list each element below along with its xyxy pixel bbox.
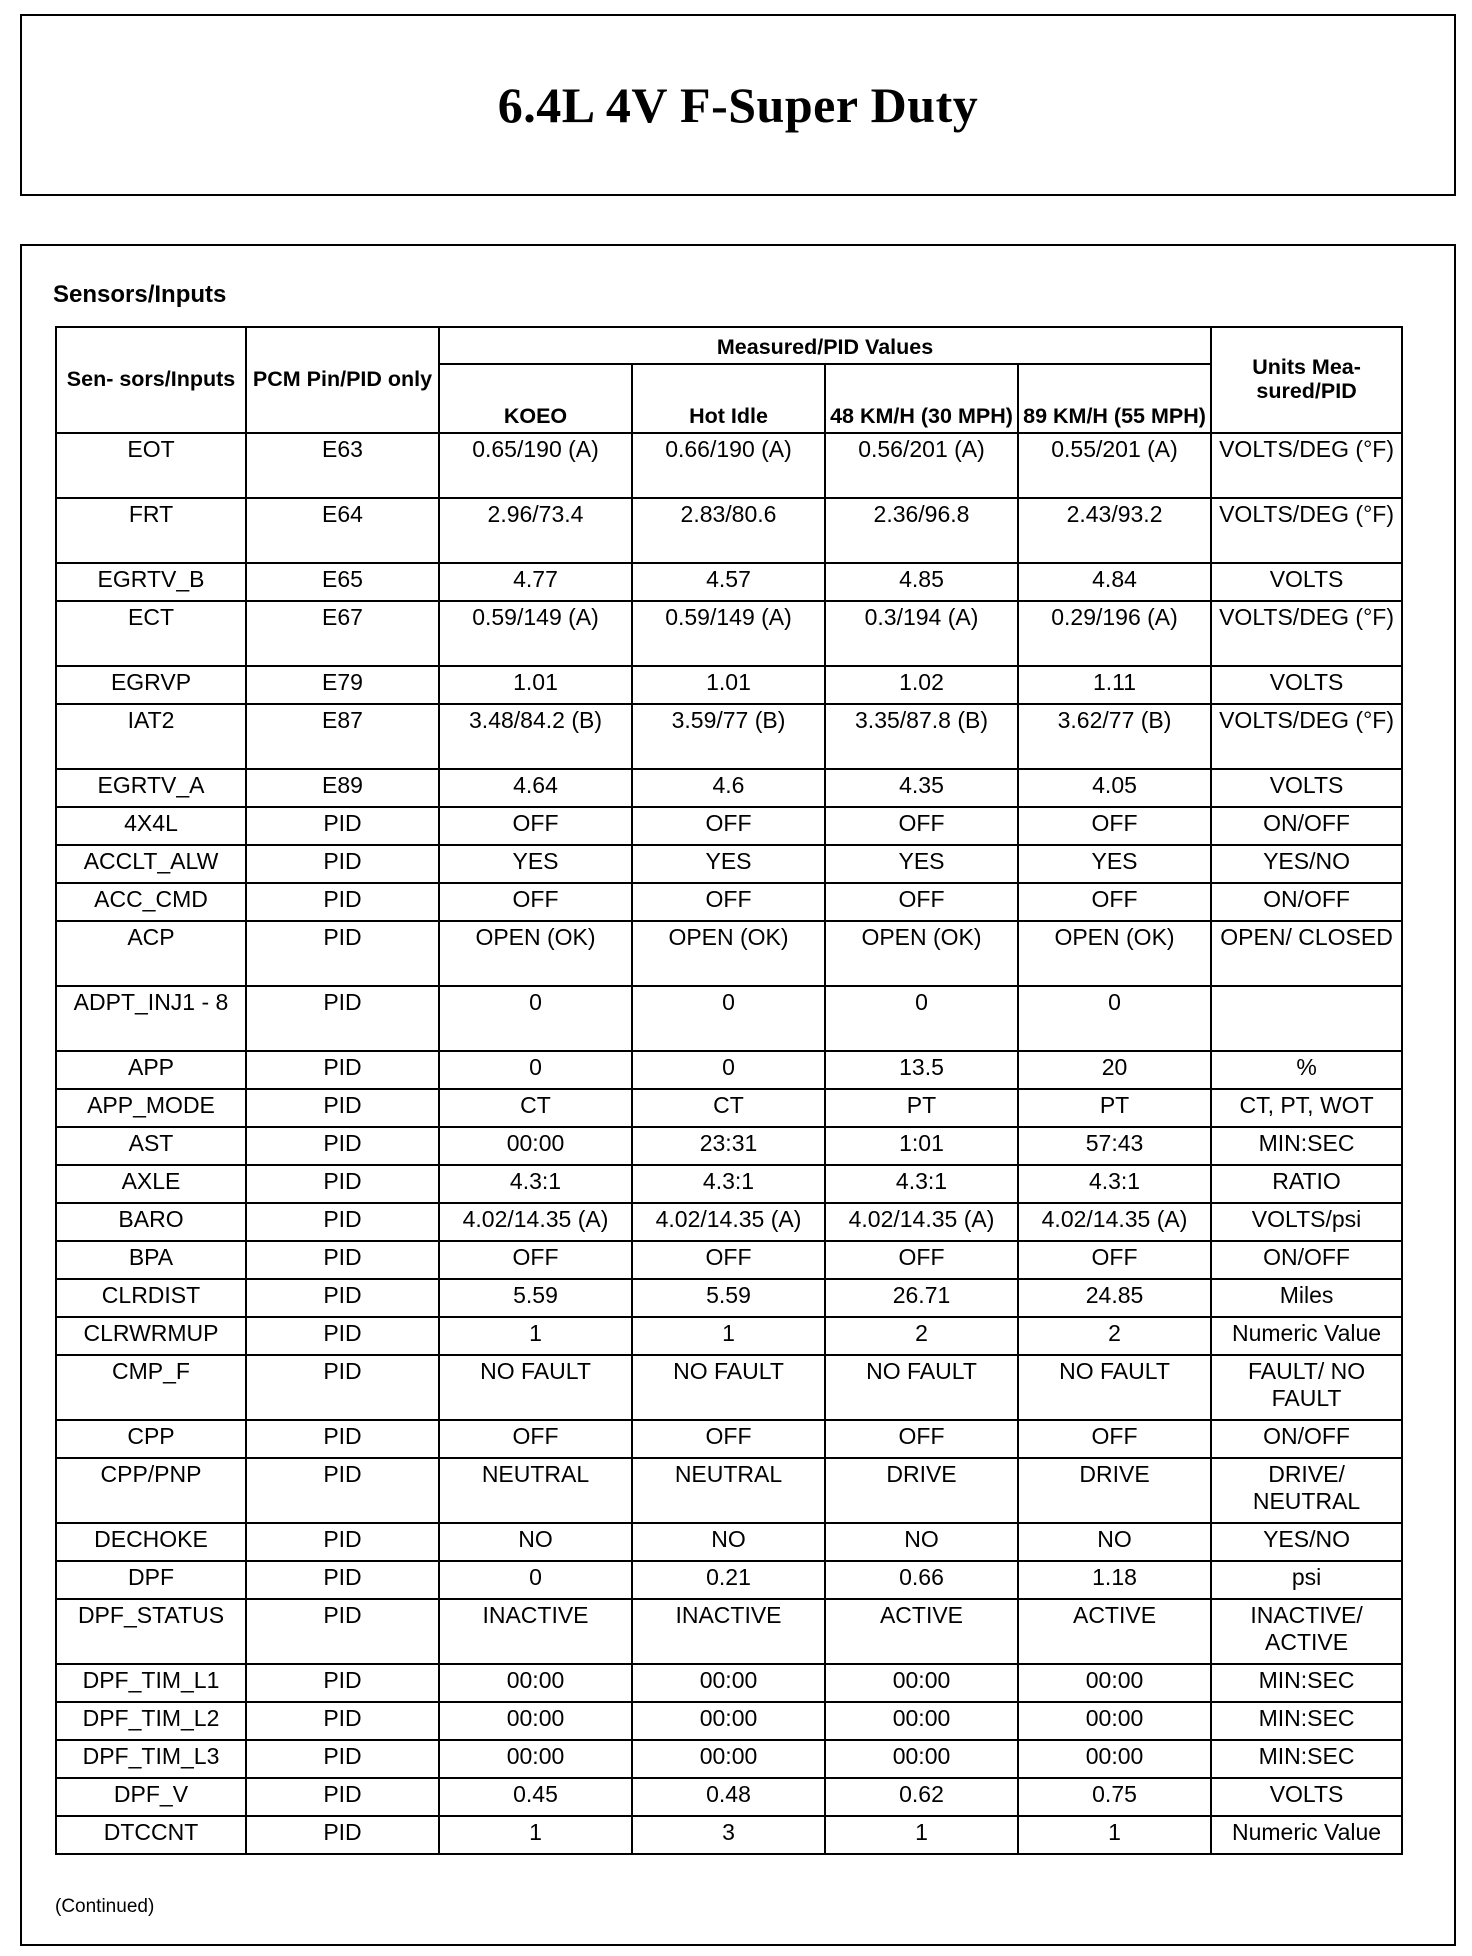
cell-sensor: ECT <box>56 601 246 666</box>
cell-units: VOLTS/psi <box>1211 1203 1402 1241</box>
cell-units: MIN:SEC <box>1211 1127 1402 1165</box>
cell-sensor: AST <box>56 1127 246 1165</box>
cell-hot-idle: NO <box>632 1523 825 1561</box>
header-measured-values: Measured/PID Values <box>439 327 1211 364</box>
cell-pcm-pin: PID <box>246 1317 439 1355</box>
header-48-kmh: 48 KM/H (30 MPH) <box>825 364 1018 433</box>
cell-48-kmh: PT <box>825 1089 1018 1127</box>
cell-hot-idle: 0.21 <box>632 1561 825 1599</box>
cell-48-kmh: 2 <box>825 1317 1018 1355</box>
cell-hot-idle: 23:31 <box>632 1127 825 1165</box>
cell-sensor: DPF <box>56 1561 246 1599</box>
cell-89-kmh: 2 <box>1018 1317 1211 1355</box>
cell-koeo: 0.65/190 (A) <box>439 433 632 498</box>
cell-89-kmh: 4.05 <box>1018 769 1211 807</box>
cell-pcm-pin: PID <box>246 807 439 845</box>
cell-48-kmh: OFF <box>825 1241 1018 1279</box>
table-row <box>56 1599 1402 1664</box>
cell-hot-idle: INACTIVE <box>632 1599 825 1664</box>
cell-hot-idle: OFF <box>632 883 825 921</box>
cell-89-kmh: OFF <box>1018 883 1211 921</box>
page-title: 6.4L 4V F-Super Duty <box>497 77 979 133</box>
cell-89-kmh: 4.02/14.35 (A) <box>1018 1203 1211 1241</box>
cell-units: MIN:SEC <box>1211 1664 1402 1702</box>
cell-89-kmh: OFF <box>1018 1420 1211 1458</box>
cell-koeo: OFF <box>439 807 632 845</box>
table-row <box>56 1051 1402 1089</box>
cell-koeo: OFF <box>439 883 632 921</box>
cell-89-kmh: 4.3:1 <box>1018 1165 1211 1203</box>
continued-note: (Continued) <box>55 1896 155 1917</box>
header-units: Units Mea- sured/PID <box>1211 327 1402 433</box>
cell-48-kmh: 4.35 <box>825 769 1018 807</box>
cell-sensor: ACP <box>56 921 246 986</box>
cell-hot-idle: 3 <box>632 1816 825 1854</box>
cell-hot-idle: 4.57 <box>632 563 825 601</box>
cell-48-kmh: OFF <box>825 807 1018 845</box>
cell-89-kmh: 0.55/201 (A) <box>1018 433 1211 498</box>
cell-units: VOLTS <box>1211 563 1402 601</box>
cell-koeo: 2.96/73.4 <box>439 498 632 563</box>
cell-sensor: BPA <box>56 1241 246 1279</box>
cell-koeo: OFF <box>439 1241 632 1279</box>
cell-89-kmh: YES <box>1018 845 1211 883</box>
cell-hot-idle: 00:00 <box>632 1702 825 1740</box>
table-row <box>56 601 1402 666</box>
cell-48-kmh: 0.66 <box>825 1561 1018 1599</box>
cell-pcm-pin: PID <box>246 1561 439 1599</box>
cell-48-kmh: YES <box>825 845 1018 883</box>
table-row <box>56 498 1402 563</box>
cell-hot-idle: 4.02/14.35 (A) <box>632 1203 825 1241</box>
cell-48-kmh: 3.35/87.8 (B) <box>825 704 1018 769</box>
cell-koeo: 0.45 <box>439 1778 632 1816</box>
cell-units: VOLTS/DEG (°F) <box>1211 704 1402 769</box>
cell-koeo: 4.3:1 <box>439 1165 632 1203</box>
cell-units: Miles <box>1211 1279 1402 1317</box>
cell-48-kmh: ACTIVE <box>825 1599 1018 1664</box>
cell-sensor: CLRWRMUP <box>56 1317 246 1355</box>
cell-sensor: EGRTV_B <box>56 563 246 601</box>
table-row <box>56 1458 1402 1523</box>
cell-koeo: OFF <box>439 1420 632 1458</box>
cell-koeo: 4.64 <box>439 769 632 807</box>
cell-units: CT, PT, WOT <box>1211 1089 1402 1127</box>
cell-48-kmh: 1:01 <box>825 1127 1018 1165</box>
cell-hot-idle: 0.48 <box>632 1778 825 1816</box>
table-row <box>56 1127 1402 1165</box>
cell-koeo: 00:00 <box>439 1664 632 1702</box>
cell-sensor: EGRVP <box>56 666 246 704</box>
cell-units: MIN:SEC <box>1211 1740 1402 1778</box>
cell-units: FAULT/ NO FAULT <box>1211 1355 1402 1420</box>
cell-units: VOLTS/DEG (°F) <box>1211 498 1402 563</box>
cell-sensor: DPF_TIM_L1 <box>56 1664 246 1702</box>
table-row <box>56 769 1402 807</box>
cell-sensor: 4X4L <box>56 807 246 845</box>
cell-48-kmh: OFF <box>825 883 1018 921</box>
table-row <box>56 807 1402 845</box>
cell-48-kmh: 4.02/14.35 (A) <box>825 1203 1018 1241</box>
cell-koeo: 00:00 <box>439 1127 632 1165</box>
cell-89-kmh: OPEN (OK) <box>1018 921 1211 986</box>
cell-pcm-pin: PID <box>246 1165 439 1203</box>
cell-koeo: 4.02/14.35 (A) <box>439 1203 632 1241</box>
cell-89-kmh: 00:00 <box>1018 1664 1211 1702</box>
cell-48-kmh: 4.3:1 <box>825 1165 1018 1203</box>
cell-sensor: CMP_F <box>56 1355 246 1420</box>
cell-pcm-pin: PID <box>246 1089 439 1127</box>
cell-89-kmh: 00:00 <box>1018 1740 1211 1778</box>
table-row <box>56 1523 1402 1561</box>
cell-89-kmh: 4.84 <box>1018 563 1211 601</box>
table-row <box>56 883 1402 921</box>
cell-48-kmh: OFF <box>825 1420 1018 1458</box>
cell-48-kmh: 0.56/201 (A) <box>825 433 1018 498</box>
cell-units: % <box>1211 1051 1402 1089</box>
cell-sensor: CLRDIST <box>56 1279 246 1317</box>
cell-pcm-pin: E63 <box>246 433 439 498</box>
sensors-panel <box>20 244 1456 1946</box>
cell-89-kmh: 3.62/77 (B) <box>1018 704 1211 769</box>
cell-89-kmh: DRIVE <box>1018 1458 1211 1523</box>
cell-89-kmh: 00:00 <box>1018 1702 1211 1740</box>
cell-sensor: IAT2 <box>56 704 246 769</box>
table-row <box>56 921 1402 986</box>
cell-koeo: 4.77 <box>439 563 632 601</box>
cell-89-kmh: 20 <box>1018 1051 1211 1089</box>
table-row <box>56 1816 1402 1854</box>
table-row <box>56 433 1402 498</box>
cell-hot-idle: 3.59/77 (B) <box>632 704 825 769</box>
cell-units: VOLTS <box>1211 1778 1402 1816</box>
cell-sensor: AXLE <box>56 1165 246 1203</box>
cell-pcm-pin: PID <box>246 883 439 921</box>
cell-48-kmh: 4.85 <box>825 563 1018 601</box>
cell-hot-idle: 2.83/80.6 <box>632 498 825 563</box>
cell-pcm-pin: PID <box>246 1523 439 1561</box>
cell-hot-idle: OFF <box>632 1420 825 1458</box>
cell-pcm-pin: PID <box>246 1127 439 1165</box>
cell-units: DRIVE/ NEUTRAL <box>1211 1458 1402 1523</box>
cell-sensor: EOT <box>56 433 246 498</box>
cell-89-kmh: 1.18 <box>1018 1561 1211 1599</box>
cell-sensor: BARO <box>56 1203 246 1241</box>
cell-koeo: 0 <box>439 1561 632 1599</box>
cell-sensor: DPF_V <box>56 1778 246 1816</box>
cell-sensor: FRT <box>56 498 246 563</box>
cell-units <box>1211 986 1402 1051</box>
cell-sensor: CPP <box>56 1420 246 1458</box>
cell-units: VOLTS/DEG (°F) <box>1211 601 1402 666</box>
cell-koeo: OPEN (OK) <box>439 921 632 986</box>
cell-89-kmh: 24.85 <box>1018 1279 1211 1317</box>
cell-89-kmh: 1 <box>1018 1816 1211 1854</box>
pid-values-table <box>55 326 1403 1855</box>
table-row <box>56 1420 1402 1458</box>
cell-units: VOLTS <box>1211 666 1402 704</box>
table-row <box>56 1089 1402 1127</box>
cell-koeo: CT <box>439 1089 632 1127</box>
cell-koeo: INACTIVE <box>439 1599 632 1664</box>
table-row <box>56 986 1402 1051</box>
header-sensors-inputs: Sen- sors/Inputs <box>56 327 246 433</box>
table-row <box>56 666 1402 704</box>
cell-pcm-pin: E67 <box>246 601 439 666</box>
cell-sensor: ACC_CMD <box>56 883 246 921</box>
table-row <box>56 1702 1402 1740</box>
cell-sensor: ADPT_INJ1 - 8 <box>56 986 246 1051</box>
cell-pcm-pin: PID <box>246 1203 439 1241</box>
cell-48-kmh: 13.5 <box>825 1051 1018 1089</box>
cell-hot-idle: NEUTRAL <box>632 1458 825 1523</box>
cell-sensor: EGRTV_A <box>56 769 246 807</box>
cell-units: MIN:SEC <box>1211 1702 1402 1740</box>
cell-koeo: 5.59 <box>439 1279 632 1317</box>
cell-hot-idle: 1.01 <box>632 666 825 704</box>
cell-48-kmh: 0.3/194 (A) <box>825 601 1018 666</box>
cell-89-kmh: 1.11 <box>1018 666 1211 704</box>
cell-48-kmh: 26.71 <box>825 1279 1018 1317</box>
cell-pcm-pin: PID <box>246 845 439 883</box>
cell-pcm-pin: PID <box>246 1458 439 1523</box>
table-row <box>56 845 1402 883</box>
table-row <box>56 1740 1402 1778</box>
cell-sensor: ACCLT_ALW <box>56 845 246 883</box>
cell-48-kmh: 00:00 <box>825 1664 1018 1702</box>
cell-hot-idle: OFF <box>632 1241 825 1279</box>
cell-sensor: APP <box>56 1051 246 1089</box>
cell-pcm-pin: PID <box>246 1816 439 1854</box>
cell-hot-idle: OFF <box>632 807 825 845</box>
cell-koeo: 3.48/84.2 (B) <box>439 704 632 769</box>
cell-hot-idle: 0 <box>632 986 825 1051</box>
cell-pcm-pin: PID <box>246 1355 439 1420</box>
cell-89-kmh: 0 <box>1018 986 1211 1051</box>
cell-48-kmh: 1 <box>825 1816 1018 1854</box>
cell-hot-idle: NO FAULT <box>632 1355 825 1420</box>
cell-pcm-pin: E89 <box>246 769 439 807</box>
cell-units: VOLTS/DEG (°F) <box>1211 433 1402 498</box>
cell-koeo: 1.01 <box>439 666 632 704</box>
cell-hot-idle: 0 <box>632 1051 825 1089</box>
cell-pcm-pin: PID <box>246 1241 439 1279</box>
cell-89-kmh: 2.43/93.2 <box>1018 498 1211 563</box>
cell-48-kmh: 0.62 <box>825 1778 1018 1816</box>
cell-48-kmh: NO FAULT <box>825 1355 1018 1420</box>
cell-units: YES/NO <box>1211 845 1402 883</box>
cell-48-kmh: 2.36/96.8 <box>825 498 1018 563</box>
table-row <box>56 1664 1402 1702</box>
section-title: Sensors/Inputs <box>53 281 227 308</box>
cell-sensor: DPF_TIM_L3 <box>56 1740 246 1778</box>
cell-hot-idle: 1 <box>632 1317 825 1355</box>
cell-units: Numeric Value <box>1211 1816 1402 1854</box>
cell-pcm-pin: PID <box>246 986 439 1051</box>
cell-89-kmh: ACTIVE <box>1018 1599 1211 1664</box>
cell-hot-idle: 00:00 <box>632 1740 825 1778</box>
cell-koeo: NO FAULT <box>439 1355 632 1420</box>
cell-pcm-pin: E87 <box>246 704 439 769</box>
cell-units: RATIO <box>1211 1165 1402 1203</box>
cell-89-kmh: PT <box>1018 1089 1211 1127</box>
cell-hot-idle: 00:00 <box>632 1664 825 1702</box>
cell-hot-idle: CT <box>632 1089 825 1127</box>
cell-sensor: APP_MODE <box>56 1089 246 1127</box>
title-box <box>20 14 1456 196</box>
cell-pcm-pin: PID <box>246 921 439 986</box>
cell-sensor: DPF_TIM_L2 <box>56 1702 246 1740</box>
cell-hot-idle: OPEN (OK) <box>632 921 825 986</box>
cell-units: psi <box>1211 1561 1402 1599</box>
cell-koeo: 1 <box>439 1816 632 1854</box>
cell-koeo: NO <box>439 1523 632 1561</box>
table-row <box>56 1241 1402 1279</box>
cell-koeo: NEUTRAL <box>439 1458 632 1523</box>
cell-units: INACTIVE/ ACTIVE <box>1211 1599 1402 1664</box>
cell-units: OPEN/ CLOSED <box>1211 921 1402 986</box>
cell-units: VOLTS <box>1211 769 1402 807</box>
cell-koeo: 0.59/149 (A) <box>439 601 632 666</box>
cell-koeo: 00:00 <box>439 1702 632 1740</box>
cell-units: ON/OFF <box>1211 1420 1402 1458</box>
cell-koeo: 0 <box>439 1051 632 1089</box>
cell-units: YES/NO <box>1211 1523 1402 1561</box>
header-89-kmh: 89 KM/H (55 MPH) <box>1018 364 1211 433</box>
cell-hot-idle: 0.66/190 (A) <box>632 433 825 498</box>
cell-hot-idle: 5.59 <box>632 1279 825 1317</box>
cell-48-kmh: DRIVE <box>825 1458 1018 1523</box>
header-koeo: KOEO <box>439 364 632 433</box>
cell-pcm-pin: PID <box>246 1599 439 1664</box>
cell-89-kmh: OFF <box>1018 1241 1211 1279</box>
table-body <box>56 433 1402 1854</box>
table-row <box>56 1561 1402 1599</box>
cell-hot-idle: 4.6 <box>632 769 825 807</box>
cell-pcm-pin: PID <box>246 1702 439 1740</box>
table-row <box>56 1279 1402 1317</box>
table-row <box>56 563 1402 601</box>
cell-koeo: YES <box>439 845 632 883</box>
cell-89-kmh: OFF <box>1018 807 1211 845</box>
cell-hot-idle: 0.59/149 (A) <box>632 601 825 666</box>
cell-89-kmh: NO <box>1018 1523 1211 1561</box>
cell-48-kmh: 1.02 <box>825 666 1018 704</box>
cell-koeo: 1 <box>439 1317 632 1355</box>
cell-koeo: 00:00 <box>439 1740 632 1778</box>
cell-koeo: 0 <box>439 986 632 1051</box>
cell-pcm-pin: E65 <box>246 563 439 601</box>
cell-89-kmh: 57:43 <box>1018 1127 1211 1165</box>
cell-sensor: DTCCNT <box>56 1816 246 1854</box>
cell-pcm-pin: PID <box>246 1778 439 1816</box>
cell-48-kmh: OPEN (OK) <box>825 921 1018 986</box>
cell-48-kmh: NO <box>825 1523 1018 1561</box>
header-hot-idle: Hot Idle <box>632 364 825 433</box>
table-row <box>56 1355 1402 1420</box>
table-row <box>56 704 1402 769</box>
cell-hot-idle: 4.3:1 <box>632 1165 825 1203</box>
table-row <box>56 1317 1402 1355</box>
table-row <box>56 1203 1402 1241</box>
cell-units: ON/OFF <box>1211 1241 1402 1279</box>
cell-pcm-pin: PID <box>246 1051 439 1089</box>
table-row <box>56 1778 1402 1816</box>
cell-89-kmh: 0.75 <box>1018 1778 1211 1816</box>
cell-units: ON/OFF <box>1211 883 1402 921</box>
header-pcm-pin: PCM Pin/PID only <box>246 327 439 433</box>
cell-pcm-pin: PID <box>246 1664 439 1702</box>
cell-units: Numeric Value <box>1211 1317 1402 1355</box>
table-row <box>56 1165 1402 1203</box>
cell-pcm-pin: PID <box>246 1279 439 1317</box>
cell-hot-idle: YES <box>632 845 825 883</box>
cell-48-kmh: 00:00 <box>825 1740 1018 1778</box>
cell-89-kmh: NO FAULT <box>1018 1355 1211 1420</box>
cell-89-kmh: 0.29/196 (A) <box>1018 601 1211 666</box>
cell-sensor: DPF_STATUS <box>56 1599 246 1664</box>
cell-sensor: DECHOKE <box>56 1523 246 1561</box>
cell-sensor: CPP/PNP <box>56 1458 246 1523</box>
cell-units: ON/OFF <box>1211 807 1402 845</box>
cell-pcm-pin: PID <box>246 1420 439 1458</box>
cell-48-kmh: 0 <box>825 986 1018 1051</box>
cell-pcm-pin: E64 <box>246 498 439 563</box>
cell-pcm-pin: E79 <box>246 666 439 704</box>
cell-pcm-pin: PID <box>246 1740 439 1778</box>
cell-48-kmh: 00:00 <box>825 1702 1018 1740</box>
